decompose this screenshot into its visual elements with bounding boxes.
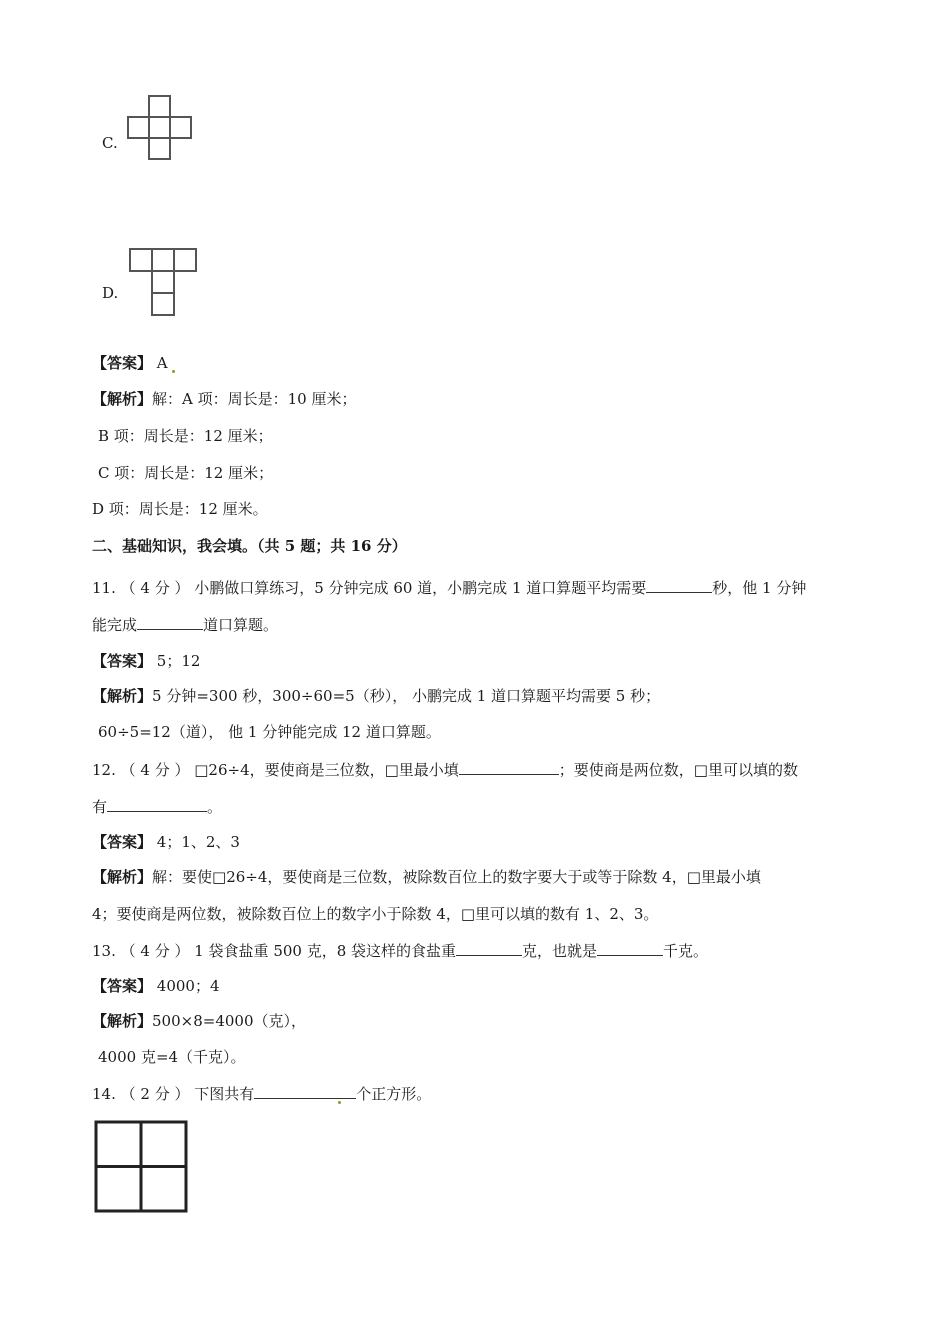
analysis-label: 【解析】 [92,1012,153,1030]
question-text: 能完成 [92,616,138,634]
question-text: 克，也就是 [522,942,598,960]
square-grid-figure [92,1119,190,1215]
answer-label: 【答案】 [92,354,153,372]
q11-question-line2 [92,615,278,635]
q13-answer-row [92,976,220,996]
q10-answer-row [92,353,175,373]
answer-blank[interactable] [459,760,559,775]
analysis-line: B 项：周长是：12 厘米； [98,427,273,445]
analysis-label: 【解析】 [92,868,153,886]
answer-blank[interactable] [646,578,712,593]
answer-blank[interactable] [107,797,207,812]
option-c-label: C. [102,134,118,152]
answer-label: 【答案】 [92,833,153,851]
question-text: 13. （ 4 分 ） 1 袋食盐重 500 克，8 袋这样的食盐重 [92,942,457,960]
mark-dot [172,370,175,373]
q13-analysis-row [92,1011,306,1031]
answer-blank[interactable] [597,941,663,956]
analysis-line: 500×8=4000（克）， [152,1012,307,1030]
q12-question-line2 [92,797,222,817]
answer-label: 【答案】 [92,977,153,995]
question-text: 14. （ 2 分 ） 下图共有 [92,1085,255,1103]
question-text: 有 [92,798,108,816]
analysis-label: 【解析】 [92,390,153,408]
analysis-line: 解：要使□26÷4，要使商是三位数，被除数百位上的数字要大于或等于除数 4，□里最小填 [152,868,761,886]
answer-value: A [156,354,168,372]
answer-label: 【答案】 [92,652,153,670]
q13-question-line1 [92,941,708,961]
answer-blank[interactable] [137,615,203,630]
analysis-line: D 项：周长是：12 厘米。 [92,500,268,518]
section-heading: 二、基础知识，我会填。（共 5 题；共 16 分） [92,537,407,555]
analysis-line: 4；要使商是两位数，被除数百位上的数字小于除数 4，□里可以填的数有 1、2、3。 [92,905,659,923]
question-text: 12. （ 4 分 ） □26÷4，要使商是三位数，□里最小填 [92,761,459,779]
analysis-line: 4000 克=4（千克）。 [98,1048,246,1066]
answer-value: 4；1、2、3 [156,833,240,851]
q14-question-line1 [92,1084,431,1104]
q11-question-line1 [92,578,806,598]
answer-blank[interactable] [254,1084,356,1099]
q12-question-line1 [92,760,798,780]
question-text: 个正方形。 [356,1085,432,1103]
analysis-line: 5 分钟=300 秒，300÷60=5（秒）， 小鹏完成 1 道口算题平均需要 5 秒； [152,687,661,705]
q11-analysis-row [92,686,660,706]
question-text: 道口算题。 [203,616,279,634]
q10-analysis-row [92,389,356,409]
t-net-figure [128,247,198,321]
q11-answer-row [92,651,200,671]
analysis-line: C 项：周长是：12 厘米； [98,464,274,482]
analysis-line: 60÷5=12（道）， 他 1 分钟能完成 12 道口算题。 [98,723,441,741]
q12-answer-row [92,832,240,852]
question-text: ；要使商是两位数，□里可以填的数 [558,761,798,779]
answer-blank[interactable] [456,941,522,956]
option-d-label: D. [102,284,119,302]
q12-analysis-row [92,867,761,887]
question-text: 千克。 [663,942,709,960]
analysis-label: 【解析】 [92,687,153,705]
question-text: 11. （ 4 分 ） 小鹏做口算练习，5 分钟完成 60 道，小鹏完成 1 道口算题平均需要 [92,579,647,597]
answer-value: 5；12 [156,652,201,670]
question-text: 秒，他 1 分钟 [712,579,807,597]
analysis-line: 解：A 项：周长是：10 厘米； [152,390,357,408]
question-text: 。 [207,798,223,816]
cross-net-figure [126,94,194,166]
answer-value: 4000；4 [156,977,220,995]
mark-dot [338,1101,341,1104]
